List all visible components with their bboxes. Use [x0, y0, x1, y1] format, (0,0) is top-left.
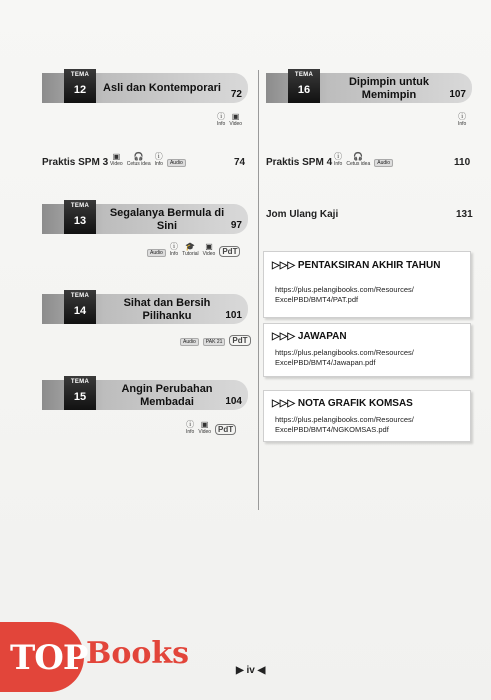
tema-15-banner[interactable]: [42, 380, 248, 410]
audio-tag[interactable]: Audio: [167, 159, 186, 167]
praktis-4-page: 110: [454, 157, 471, 168]
top-books-logo-text: Books: [86, 636, 190, 671]
tema-badge: TEMA 14: [64, 290, 96, 324]
tema-title: Sihat dan Bersih Pilihanku: [123, 297, 211, 322]
praktis-4-icons: [334, 152, 393, 167]
tema-page-number: 97: [230, 220, 242, 231]
tema-badge: TEMA 12: [64, 69, 96, 103]
tema-page-number: 72: [230, 89, 242, 100]
pot-icon[interactable]: PdT: [229, 335, 250, 346]
box-heading: ▷▷▷ PENTAKSIRAN AKHIR TAHUN: [272, 260, 441, 271]
jom-ulang-kaji-label[interactable]: Jom Ulang Kaji: [266, 209, 339, 220]
tema-14-banner[interactable]: [42, 294, 248, 324]
info-icon[interactable]: ⓘ Info: [186, 420, 195, 435]
tema-title: Segalanya Bermula di Sini: [109, 207, 225, 232]
tema-badge: TEMA 13: [64, 200, 96, 234]
pot-icon[interactable]: PdT: [219, 246, 240, 257]
box-url-line1[interactable]: https://plus.pelangibooks.com/Resources/: [275, 285, 414, 294]
tema-15-icons: [186, 420, 236, 435]
tema-title: Angin Perubahan Membadai: [121, 383, 213, 408]
tema-14-icons: [180, 335, 251, 346]
tema-page-number: 101: [225, 310, 242, 321]
box-heading: ▷▷▷ JAWAPAN: [272, 331, 347, 342]
headphone-icon[interactable]: 🎧 Cetus idea: [126, 152, 151, 167]
tema-title: Asli dan Kontemporari: [103, 82, 221, 94]
info-icon[interactable]: ⓘ Info: [169, 242, 179, 257]
info-icon[interactable]: ⓘ Info: [154, 152, 163, 167]
pak21-tag[interactable]: PAK 21: [203, 338, 226, 346]
info-icon[interactable]: ⓘ Info: [334, 152, 343, 167]
top-books-logo-badge: TOP: [0, 622, 84, 692]
video-icon[interactable]: ▣ Video: [110, 152, 123, 167]
box-url-line1[interactable]: https://plus.pelangibooks.com/Resources/: [275, 415, 414, 424]
tema-12-banner[interactable]: [42, 73, 248, 103]
box-url-line2[interactable]: ExcelPBD/BMT4/NGKOMSAS.pdf: [275, 425, 389, 434]
praktis-spm-4-label[interactable]: Praktis SPM 4: [266, 157, 333, 168]
tema-page-number: 104: [225, 396, 242, 407]
page-number: ▶ iv ◀: [236, 665, 266, 676]
tema-title: Dipimpin untuk Memimpin: [348, 76, 430, 101]
praktis-3-page: 74: [234, 157, 246, 168]
tema-12-icons: [217, 112, 242, 127]
box-url-line2[interactable]: ExcelPBD/BMT4/Jawapan.pdf: [275, 358, 376, 367]
praktis-3-icons: [110, 152, 186, 167]
video-icon[interactable]: ▣ Video: [202, 242, 216, 257]
praktis-spm-3-label[interactable]: Praktis SPM 3: [42, 157, 109, 168]
tema-13-banner[interactable]: [42, 204, 248, 234]
info-icon[interactable]: ⓘ Info: [458, 112, 467, 127]
tema-badge: TEMA 16: [288, 69, 320, 103]
tema-page-number: 107: [449, 89, 466, 100]
pot-icon[interactable]: PdT: [215, 424, 236, 435]
tema-badge: TEMA 15: [64, 376, 96, 410]
box-url-line2[interactable]: ExcelPBD/BMT4/PAT.pdf: [275, 295, 359, 304]
box-url-line1[interactable]: https://plus.pelangibooks.com/Resources/: [275, 348, 414, 357]
headphone-icon[interactable]: 🎧 Cetus idea: [346, 152, 371, 167]
pentaksiran-box[interactable]: [263, 251, 471, 318]
tutorial-icon[interactable]: 🎓 Tutorial: [182, 242, 199, 257]
jom-ulang-kaji-page: 131: [456, 209, 473, 220]
info-icon[interactable]: ⓘ Info: [217, 112, 226, 127]
box-heading: ▷▷▷ NOTA GRAFIK KOMSAS: [272, 398, 413, 409]
audio-tag[interactable]: Audio: [147, 249, 166, 257]
video-icon[interactable]: ▣ Video: [229, 112, 243, 127]
column-divider: [258, 70, 259, 510]
tema-13-icons: [147, 242, 240, 257]
audio-tag[interactable]: Audio: [374, 159, 393, 167]
audio-tag[interactable]: Audio: [180, 338, 199, 346]
video-icon[interactable]: ▣ Video: [198, 420, 212, 435]
jawapan-box[interactable]: [263, 323, 471, 377]
tema-16-banner[interactable]: [266, 73, 472, 103]
nota-grafik-box[interactable]: [263, 390, 471, 442]
tema-16-icons: [458, 112, 466, 127]
